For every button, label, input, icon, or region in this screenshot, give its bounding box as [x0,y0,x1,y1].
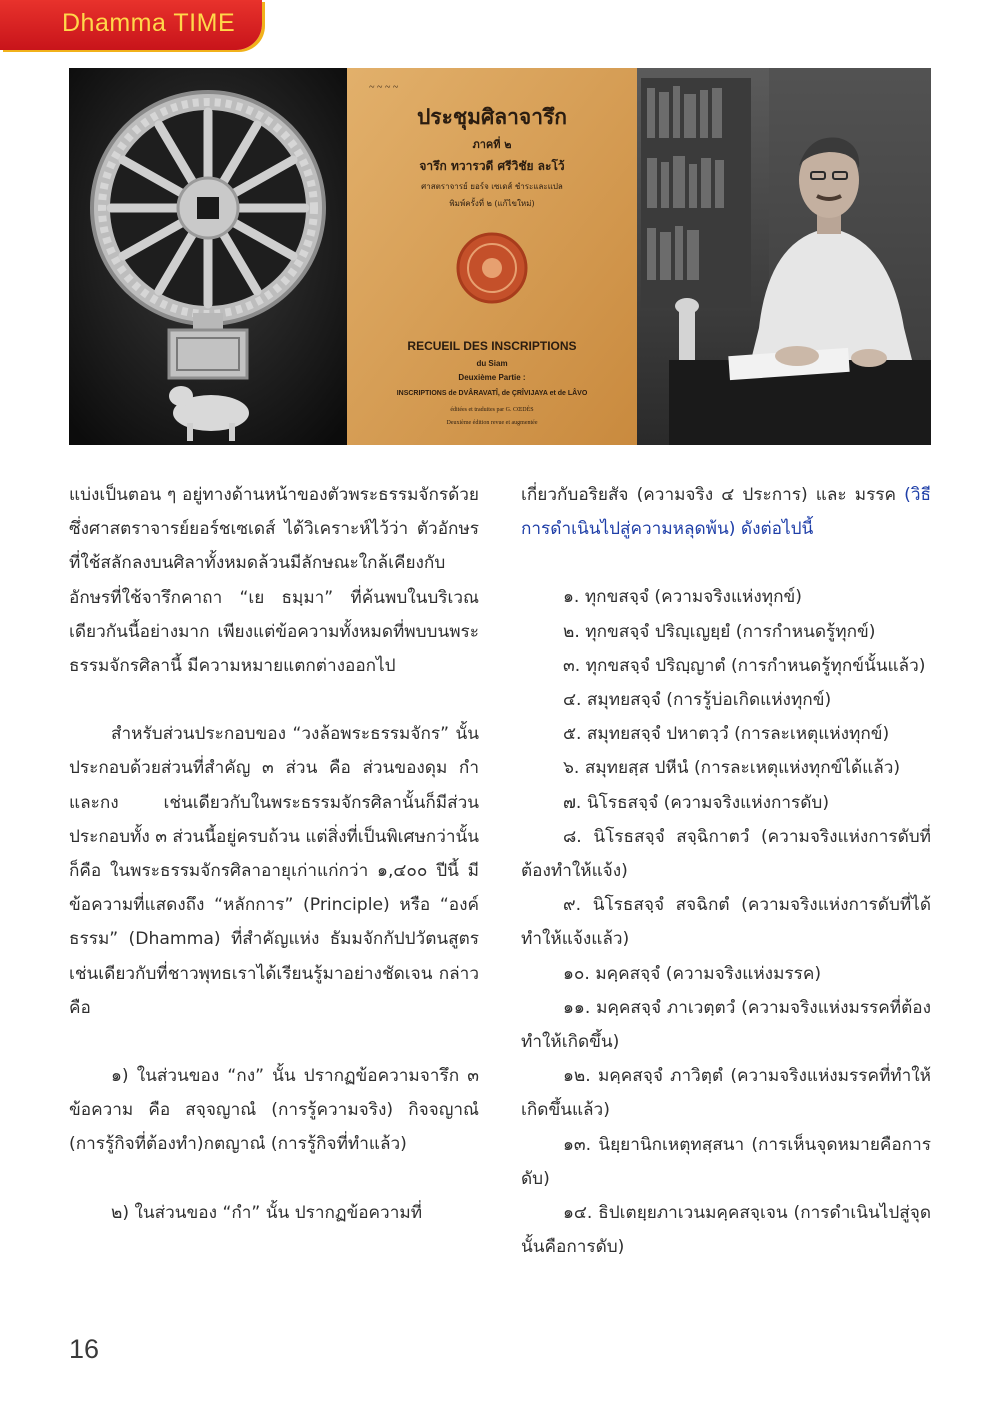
book-editor-fr: éditées et traduites par G. CŒDÈS [450,407,534,413]
book-edition-th: พิมพ์ครั้งที่ ๒ (แก้ไขใหม่) [449,199,535,208]
book-title-fr: RECUEIL DES INSCRIPTIONS [407,339,577,353]
list-item: ๕. สมุทยสจฺจํ ปหาตวฺวํ (การละเหตุแห่งทุกข์) [563,724,890,745]
book-edition-fr: Deuxième édition revue et augmentée [446,420,538,426]
right-text-column [521,478,931,1264]
photo-collage [69,68,931,445]
intro-highlight: (วิธีการดำเนินไปสู่ความหลุดพ้น) ดังต่อไปนี้ [521,485,931,540]
list-item: ๑. ทุกขสจฺจํ (ความจริงแห่งทุกข์) [563,587,802,608]
body-paragraph: สำหรับส่วนประกอบของ “วงล้อพระธรรมจักร” นั้น ประกอบด้วยส่วนที่สำคัญ ๓ ส่วน คือ ส่วนของดุม กำ และกง เช่นเดียวกับในพระธรรมจักรศิลานั้นก็มีส่วนประกอบทั้ง ๓ ส่วนนี้อยู่ครบถ้วน แต่สิ่งที่เป็นพิเศษกว่านั้นก็คือ ในพระธรรมจักรศิลาอายุเก่าแก่กว่า ๑,๔๐๐ ปีนี้ มีข้อความที่แสดงถึง “หลักการ” (Principle) หรือ “องค์ธรรม” (Dhamma) ที่สำคัญแห่ง ธัมมจักกัปปวัตนสูตร เช่นเดียวกับที่ชาวพุทธเราได้เรียนรู้มาอย่างชัดเจน กล่าวคือ [69,724,479,1018]
list-item: ๑๔. ธิปเตยฺยภาเวนมคฺคสจฺเจน (การดำเนินไปสู่จุดนั้นคือการดับ) [521,1203,931,1258]
page-number: 16 [69,1334,100,1364]
body-paragraph: ๑) ในส่วนของ “กง” นั้น ปรากฏข้อความจารึก ๓ ข้อความ คือ สจฺจญาณํ (การรู้ความจริง) กิจจญาณํ (การรู้กิจที่ต้องทำ)กตญาณํ (การรู้กิจที่ทำแล้ว) [69,1066,479,1155]
list-item: ๔. สมุทยสจฺจํ (การรู้บ่อเกิดแห่งทุกข์) [563,690,832,711]
left-text-column [69,478,479,1230]
photo-strip [69,68,931,445]
list-item: ๑๑. มคฺคสจฺจํ ภาเวตฺตวํ (ความจริงแห่งมรรคที่ต้องทำให้เกิดขึ้น) [521,997,931,1053]
book-part-th: ภาคที่ ๒ [472,138,512,151]
list-item: ๑๐. มคฺคสจฺจํ (ความจริงแห่งมรรค) [563,963,822,984]
book-author-th: ศาสตราจารย์ ยอร์จ เซเดส์ ชำระและแปล [421,182,563,191]
list-item: ๓. ทุกขสจฺจํ ปริญฺญาตํ (การกำหนดรู้ทุกข์นั้นแล้ว) [563,655,926,676]
body-paragraph: ๒) ในส่วนของ “กำ” นั้น ปรากฏข้อความที่ [111,1202,423,1223]
list-item: ๑๒. มคฺคสจฺจํ ภาวิตฺตํ (ความจริงแห่งมรรคที่ทำให้เกิดขึ้นแล้ว) [521,1066,931,1121]
list-item: ๗. นิโรธสจฺจํ (ความจริงแห่งการดับ) [563,792,830,813]
magazine-header-tab [0,0,262,50]
list-item: ๒. ทุกขสจฺจํ ปริญฺเญยฺยํ (การกำหนดรู้ทุกข์) [563,621,876,642]
dharma-wheel-photo [69,68,347,445]
body-paragraph [521,478,931,546]
intro-text: เกี่ยวกับอริยสัจ (ความจริง ๔ ประการ) และ มรรค [521,485,897,505]
book-subtitle-fr: du Siam [476,359,508,368]
book-part-fr: Deuxième Partie : [458,373,526,382]
book-cover-photo [347,68,637,445]
book-title-th: ประชุมศิลาจารึก [416,105,568,129]
scholar-portrait-photo [637,68,931,445]
list-item: ๙. นิโรธสจฺจํ สจฉิกตํ (ความจริงแห่งการดับที่ได้ทำให้แจ้งแล้ว) [521,895,931,950]
body-paragraph: แบ่งเป็นตอน ๆ อยู่ทางด้านหน้าของตัวพระธรรมจักรด้วย ซึ่งศาสตราจารย์ยอร์ชเซเดส์ ได้วิเคราะห์ไว้ว่า ตัวอักษรที่ใช้สลักลงบนศิลาทั้งหมดล้วนมีลักษณะใกล้เคียงกับอักษรที่ใช้จารึกคาถา “เย ธมฺมา” ที่ค้นพบในบริเวณเดียวกันนี้อย่างมาก เพียงแต่ข้อความทั้งหมดที่พบบนพระธรรมจักรศิลานี้ มีความหมายแตกต่างออกไป [69,485,479,677]
book-subtitle-th: จารึก ทวารวดี ศรีวิชัย ละโว้ [419,159,565,173]
list-item: ๑๓. นิยฺยานิกเหตุทสฺสนา (การเห็นจุดหมายคือการดับ) [521,1134,931,1189]
book-inscriptions-fr: INSCRIPTIONS de DVÂRAVATÎ, de ÇRÎVIJAYA et de LÂVO [396,390,588,397]
list-item: ๖. สมุทยสฺส ปหีนํ (การละเหตุแห่งทุกข์ได้แล้ว) [563,758,901,779]
svg-text:~ ~ ~ ~: ~ ~ ~ ~ [369,82,399,93]
list-item: ๘. นิโรธสจฺจํ สจฺฉิกาตวํ (ความจริงแห่งการดับที่ต้องทำให้แจ้ง) [521,826,931,882]
magazine-title: Dhamma TIME [62,9,236,37]
